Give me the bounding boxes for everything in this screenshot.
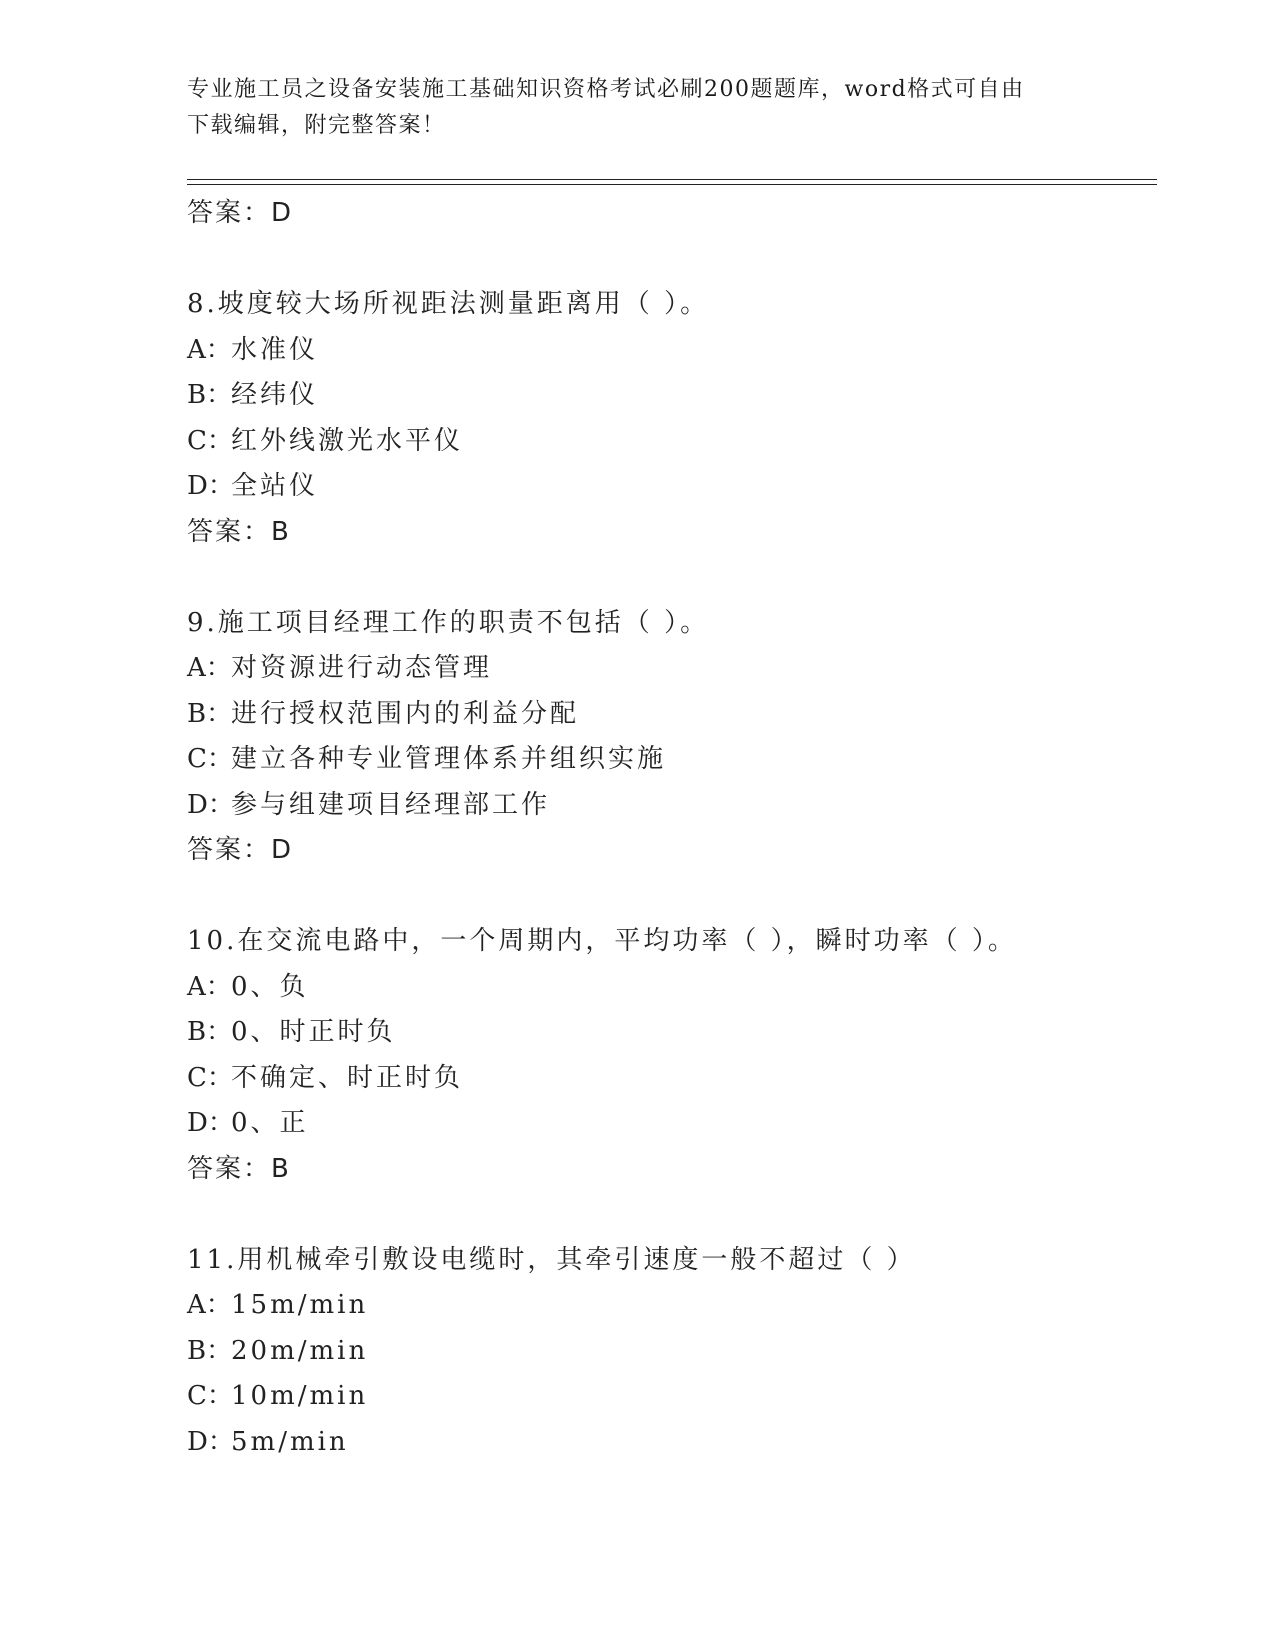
option-letter: B： — [187, 698, 233, 729]
option-text: 进行授权范围内的利益分配 — [231, 698, 580, 729]
header-divider-top — [187, 179, 1157, 180]
option-text: 对资源进行动态管理 — [231, 653, 493, 683]
option-text: 15m/min — [231, 1290, 369, 1320]
question-9 — [187, 601, 1147, 874]
option-letter: C： — [187, 744, 233, 774]
option-c — [187, 1056, 1147, 1102]
header-line-2: 下载编辑，附完整答案！ — [187, 113, 446, 138]
option-text: 全站仪 — [231, 471, 319, 501]
option-text: 5m/min — [231, 1426, 349, 1457]
answer: 答案：B — [187, 1153, 291, 1184]
option-letter: D： — [187, 471, 234, 501]
spacer — [187, 874, 1147, 920]
option-text: 红外线激光水平仪 — [231, 425, 464, 456]
option-letter: D： — [187, 1108, 234, 1138]
answer: 答案：B — [187, 516, 291, 547]
spacer — [187, 237, 1147, 283]
option-text: 0、正 — [231, 1108, 309, 1138]
question-list — [187, 191, 1147, 1465]
option-c — [187, 737, 1147, 783]
option-letter: C： — [187, 1062, 233, 1093]
option-d — [187, 783, 1147, 829]
option-letter: A： — [187, 1290, 232, 1320]
option-a — [187, 1283, 1147, 1329]
option-letter: C： — [187, 1381, 233, 1411]
option-text: 不确定、时正时负 — [231, 1062, 464, 1093]
question-11 — [187, 1238, 1147, 1466]
option-text: 参与组建项目经理部工作 — [231, 789, 551, 820]
answer: 答案：D — [187, 835, 294, 865]
question-stem: 9.施工项目经理工作的职责不包括（ ）。 — [187, 607, 710, 638]
option-letter: B： — [187, 380, 233, 410]
spacer — [187, 555, 1147, 601]
option-letter: B： — [187, 1017, 233, 1047]
option-letter: A： — [187, 653, 232, 683]
spacer — [187, 1192, 1147, 1238]
header-line-1: 专业施工员之设备安装施工基础知识资格考试必刷200题题库，word格式可自由 — [187, 77, 1025, 102]
option-a — [187, 965, 1147, 1011]
question-stem: 11.用机械牵引敷设电缆时，其牵引速度一般不超过（ ） — [187, 1244, 916, 1275]
question-stem: 8.坡度较大场所视距法测量距离用（ ）。 — [187, 289, 710, 319]
previous-answer: 答案：D — [187, 198, 294, 228]
option-text: 水准仪 — [231, 334, 319, 365]
option-letter: B： — [187, 1335, 233, 1366]
document-header — [187, 72, 1077, 144]
option-text: 经纬仪 — [231, 380, 319, 410]
option-text: 10m/min — [231, 1381, 369, 1411]
option-b — [187, 1329, 1147, 1375]
option-letter: D： — [187, 1426, 234, 1457]
option-letter: A： — [187, 971, 232, 1002]
question-10 — [187, 919, 1147, 1192]
option-letter: A： — [187, 334, 232, 365]
option-d — [187, 1420, 1147, 1466]
option-a — [187, 328, 1147, 374]
question-stem: 10.在交流电路中，一个周期内，平均功率（ ），瞬时功率（ ）。 — [187, 926, 1017, 956]
option-letter: D： — [187, 789, 234, 820]
option-b — [187, 373, 1147, 419]
option-c — [187, 1374, 1147, 1420]
option-a — [187, 646, 1147, 692]
option-letter: C： — [187, 425, 233, 456]
header-divider-bottom — [187, 184, 1157, 185]
option-d — [187, 1101, 1147, 1147]
option-b — [187, 692, 1147, 738]
option-d — [187, 464, 1147, 510]
option-text: 0、时正时负 — [231, 1017, 396, 1047]
option-text: 20m/min — [231, 1335, 369, 1366]
option-text: 建立各种专业管理体系并组织实施 — [231, 744, 667, 774]
question-8 — [187, 282, 1147, 555]
option-b — [187, 1010, 1147, 1056]
option-c — [187, 419, 1147, 465]
option-text: 0、负 — [231, 971, 309, 1002]
